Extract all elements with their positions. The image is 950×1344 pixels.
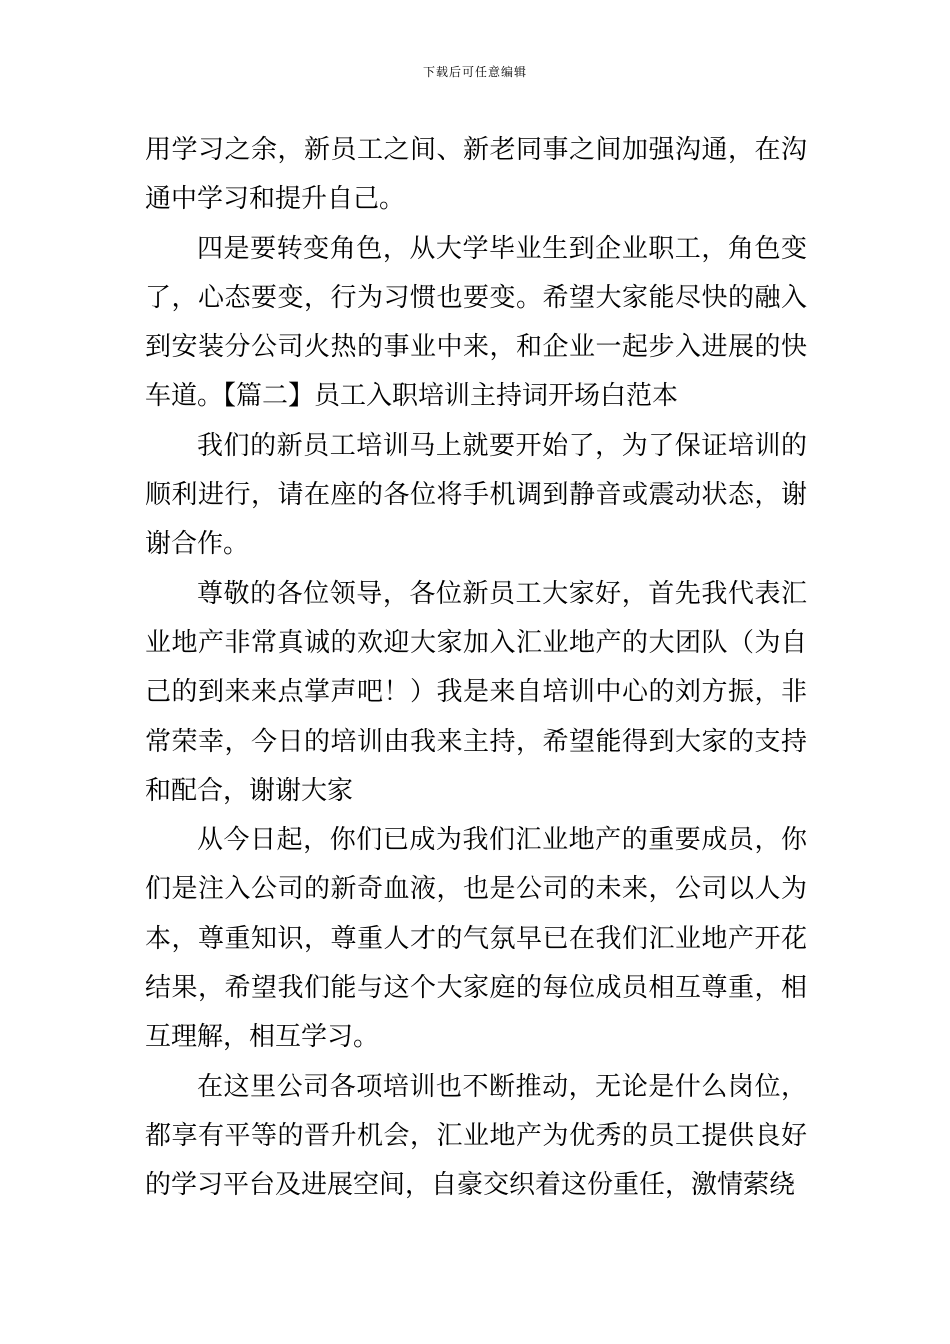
paragraph-1: 用学习之余，新员工之间、新老同事之间加强沟通，在沟通中学习和提升自己。 (145, 135, 807, 215)
paragraph-3: 我们的新员工培训马上就要开始了，为了保证培训的顺利进行，请在座的各位将手机调到静音或震动状态，谢谢合作。 (145, 430, 807, 560)
paragraph-4: 尊敬的各位领导，各位新员工大家好，首先我代表汇业地产非常真诚的欢迎大家加入汇业地产的大团队（为自己的到来来点掌声吧！）我是来自培训中心的刘方振，非常荣幸，今日的培训由我来主持，希望能得到大家的支持和配合，谢谢大家 (145, 578, 807, 806)
document-body (145, 126, 807, 1211)
paragraph-5: 从今日起，你们已成为我们汇业地产的重要成员，你们是注入公司的新奇血液，也是公司的未来，公司以人为本，尊重知识，尊重人才的气氛早已在我们汇业地产开花结果，希望我们能与这个大家庭的每位成员相互尊重，相互理解，相互学习。 (145, 825, 807, 1053)
page-header-note: 下载后可任意编辑 (422, 65, 527, 79)
paragraph-6: 在这里公司各项培训也不断推动，无论是什么岗位，都享有平等的晋升机会，汇业地产为优秀的员工提供良好的学习平台及进展空间，自豪交织着这份重任，激情萦绕 (145, 1071, 807, 1201)
paragraph-2: 四是要转变角色，从大学毕业生到企业职工，角色变了，心态要变，行为习惯也要变。希望大家能尽快的融入到安装分公司火热的事业中来，和企业一起步入进展的快车道。【篇二】员工入职培训主持词开场白范本 (145, 233, 807, 412)
